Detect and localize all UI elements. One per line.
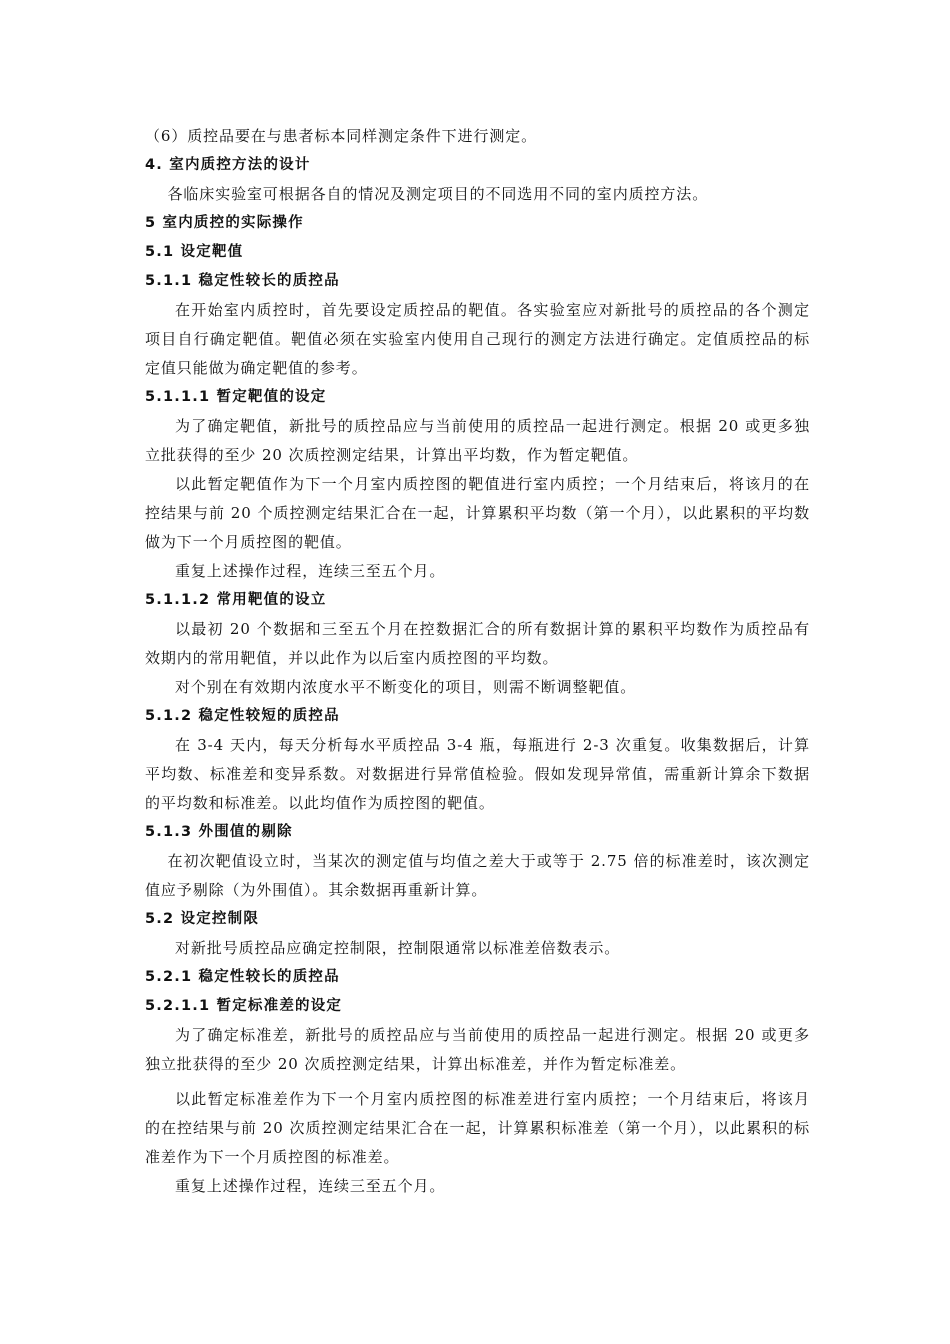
para-repeat-2: 重复上述操作过程，连续三至五个月。 [175,1177,446,1195]
heading-5-2-1-1: 5.2.1.1 暂定标准差的设定 [145,998,343,1014]
para-provisional-sd: 为了确定标准差，新批号的质控品应与当前使用的质控品一起进行测定。根据 20 或更多独立批获得的至少 20 次质控测定结果，计算出标准差，并作为暂定标准差。 [145,1026,810,1073]
heading-5-1-3: 5.1.3 外围值的剔除 [145,824,293,840]
para-target-intro: 在开始室内质控时，首先要设定质控品的靶值。各实验室应对新批号的质控品的各个测定项目自行确定靶值。靶值必须在实验室内使用自己现行的测定方法进行确定。定值质控品的标定值只能做为确定靶值的参考。 [145,301,810,377]
para-item-6: （6）质控品要在与患者标本同样测定条件下进行测定。 [145,127,538,145]
para-qc-method: 各临床实验室可根据各自的情况及测定项目的不同选用不同的室内质控方法。 [167,185,709,203]
heading-4: 4. 室内质控方法的设计 [145,157,311,173]
para-short-stability: 在 3-4 天内，每天分析每水平质控品 3-4 瓶，每瓶进行 2-3 次重复。收集数据后，计算平均数、标准差和变异系数。对数据进行异常值检验。假如发现异常值，需重新计算余下数据的平均数和标准差。以此均值作为质控图的靶值。 [145,736,810,812]
para-adjust-target: 对个别在有效期内浓度水平不断变化的项目，则需不断调整靶值。 [175,678,637,696]
para-cumulative-mean: 以此暂定靶值作为下一个月室内质控图的靶值进行室内质控；一个月结束后，将该月的在控结果与前 20 个质控测定结果汇合在一起，计算累积平均数（第一个月），以此累积的平均数做为下一个月质控图的靶值。 [145,475,810,551]
heading-5-1-1-1: 5.1.1.1 暂定靶值的设定 [145,389,327,405]
heading-5-1-1: 5.1.1 稳定性较长的质控品 [145,273,340,289]
heading-5: 5 室内质控的实际操作 [145,215,304,231]
para-repeat-1: 重复上述操作过程，连续三至五个月。 [175,562,446,580]
heading-5-2-1: 5.2.1 稳定性较长的质控品 [145,969,340,985]
heading-5-1-2: 5.1.2 稳定性较短的质控品 [145,708,340,724]
para-outlier: 在初次靶值设立时，当某次的测定值与均值之差大于或等于 2.75 倍的标准差时，该次测定值应予剔除（为外围值）。其余数据再重新计算。 [145,852,810,899]
para-cumulative-sd: 以此暂定标准差作为下一个月室内质控图的标准差进行室内质控；一个月结束后，将该月的在控结果与前 20 次质控测定结果汇合在一起，计算累积标准差（第一个月），以此累积的标准差作为下一个月质控图的标准差。 [145,1090,810,1166]
document-body [145,122,810,1201]
heading-5-1: 5.1 设定靶值 [145,244,244,260]
para-provisional-target: 为了确定靶值，新批号的质控品应与当前使用的质控品一起进行测定。根据 20 或更多独立批获得的至少 20 次质控测定结果，计算出平均数，作为暂定靶值。 [145,417,810,464]
para-common-target: 以最初 20 个数据和三至五个月在控数据汇合的所有数据计算的累积平均数作为质控品有效期内的常用靶值，并以此作为以后室内质控图的平均数。 [145,620,810,667]
para-control-limits: 对新批号质控品应确定控制限，控制限通常以标准差倍数表示。 [175,939,621,957]
heading-5-1-1-2: 5.1.1.2 常用靶值的设立 [145,592,327,608]
heading-5-2: 5.2 设定控制限 [145,911,260,927]
